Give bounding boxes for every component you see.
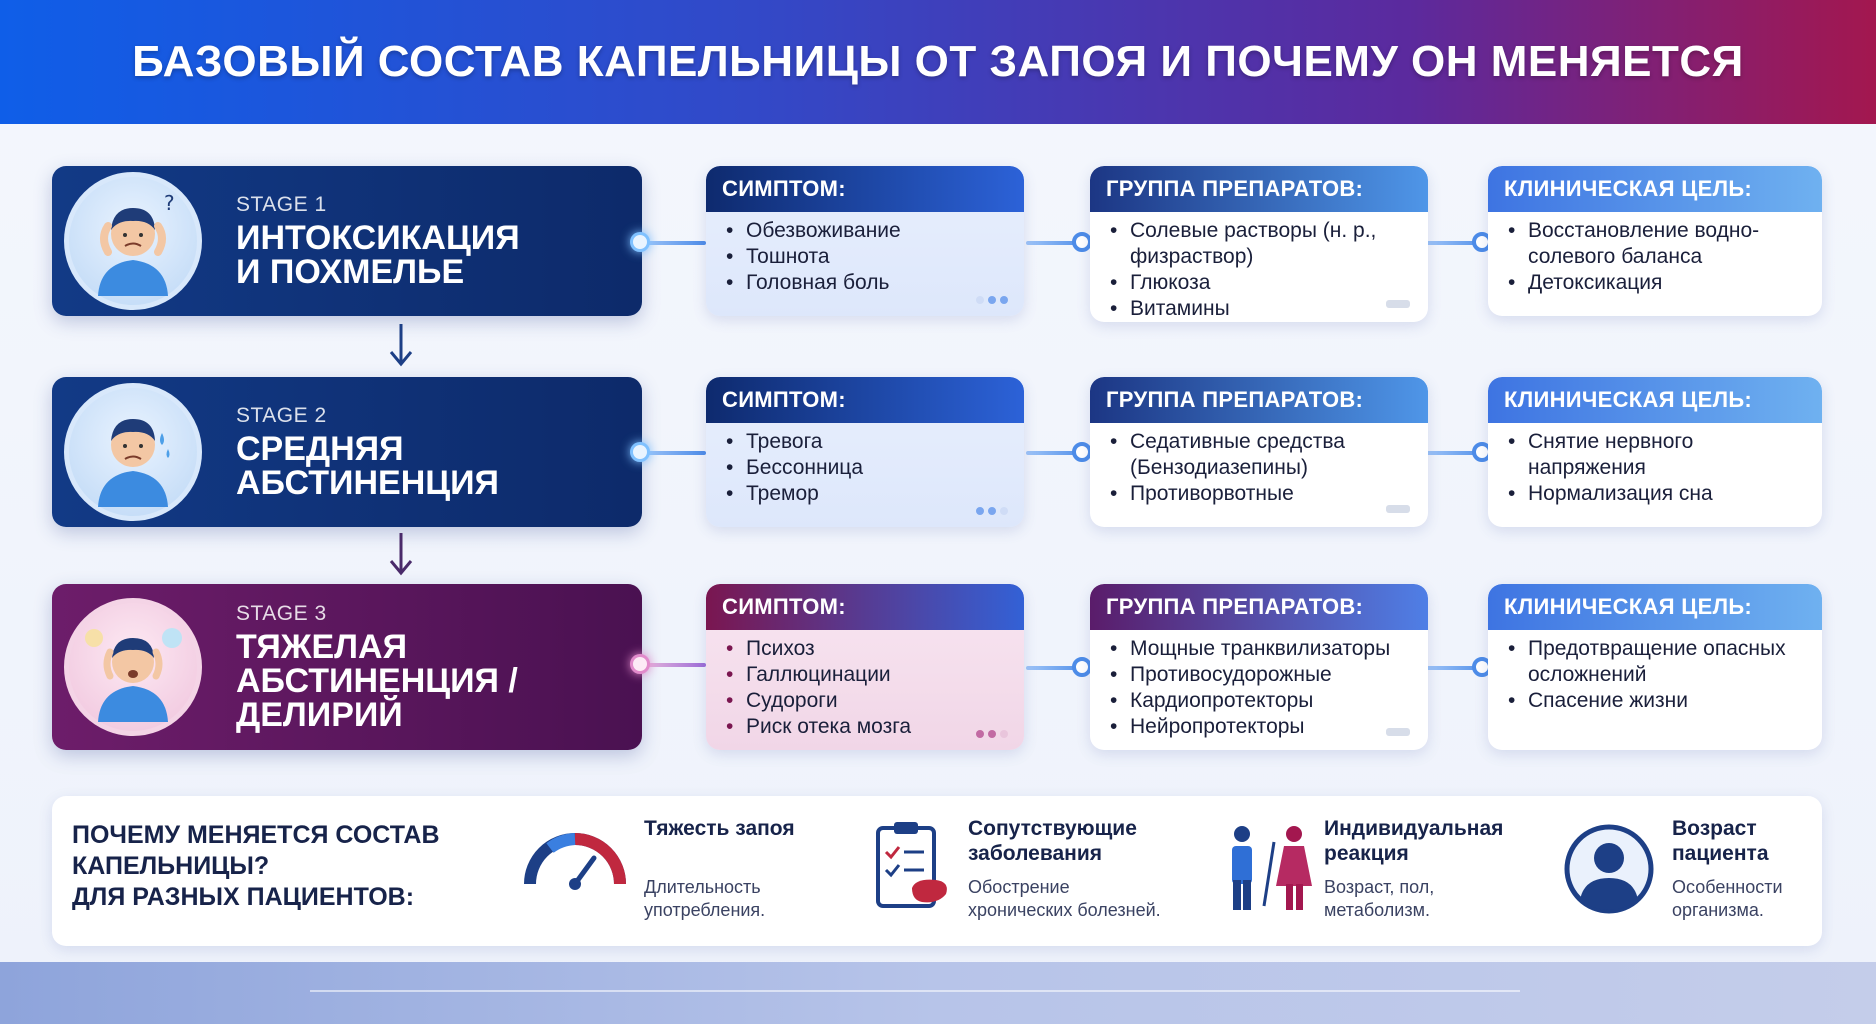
card-heading: СИМПТОМ: [706,166,1024,212]
list-item: • Тревога [726,429,1010,455]
goal-list [1488,212,1822,306]
drug-group-card [1090,166,1428,322]
card-heading: КЛИНИЧЕСКАЯ ЦЕЛЬ: [1488,584,1822,630]
list-item: • Нормализация сна [1508,481,1808,507]
card-heading: ГРУППА ПРЕПАРАТОВ: [1090,584,1428,630]
factor-desc: Обострение хронических болезней. [968,877,1161,920]
menu-bar-icon [1386,505,1410,513]
factor-desc: Возраст, пол, метаболизм. [1324,877,1435,920]
drug-group-card [1090,377,1428,527]
menu-bar-icon [1386,300,1410,308]
clinical-goal-card [1488,166,1822,316]
symptom-card [706,166,1024,316]
list-item: • Снятие нервного напряжения [1508,429,1808,481]
factor-age [1562,816,1783,922]
stressed-person-icon [64,172,202,310]
list-item: • Нейропротекторы [1110,714,1414,740]
down-arrow-icon [388,531,414,577]
drug-list [1090,212,1428,322]
delirium-person-icon [64,598,202,736]
stage-title: ИНТОКСИКАЦИЯ И ПОХМЕЛЬЕ [236,219,520,291]
user-profile-icon [1562,822,1656,916]
list-item: • Судороги [726,688,1010,714]
drug-list [1090,630,1428,750]
list-item: • Кардиопротекторы [1110,688,1414,714]
connector-line [642,663,706,667]
stage-title: СРЕДНЯЯ АБСТИНЕНЦИЯ [236,430,499,502]
list-item: • Психоз [726,636,1010,662]
connector-line [642,241,706,245]
list-item: • Галлюцинации [726,662,1010,688]
stage-number: STAGE 3 [236,602,327,625]
goal-list [1488,630,1822,724]
list-item: • Обезвоживание [726,218,1010,244]
connector-node [630,654,650,674]
factor-desc: Особенности организма. [1672,877,1783,920]
list-item: • Тремор [726,481,1010,507]
connector-line [642,451,706,455]
stage-2-card [52,377,642,527]
factor-desc: Длительность употребления. [644,877,766,920]
connector-node [1072,232,1092,252]
list-item: • Противорвотные [1110,481,1414,507]
stage-1-card [52,166,642,316]
anxious-person-icon [64,383,202,521]
list-item: • Глюкоза [1110,270,1414,296]
clinical-goal-card [1488,377,1822,527]
list-item: • Витамины [1110,296,1414,322]
clipboard-liver-icon [872,818,952,914]
dots-icon [976,296,1008,304]
list-item: • Седативные средства (Бензодиазепины) [1110,429,1414,481]
symptom-card [706,377,1024,527]
card-heading: КЛИНИЧЕСКАЯ ЦЕЛЬ: [1488,166,1822,212]
man-woman-icon [1220,822,1320,918]
card-heading: СИМПТОМ: [706,584,1024,630]
factor-individual [1220,816,1503,922]
list-item: • Детоксикация [1508,270,1808,296]
factor-title: Возраст пациента [1672,817,1769,865]
list-item: • Бессонница [726,455,1010,481]
card-heading: КЛИНИЧЕСКАЯ ЦЕЛЬ: [1488,377,1822,423]
gauge-icon [520,824,630,894]
svg-text:?: ? [164,191,175,215]
factor-severity [520,816,795,922]
factor-title: Тяжесть запоя [644,817,795,840]
menu-bar-icon [1386,728,1410,736]
list-item: • Спасение жизни [1508,688,1808,714]
factor-title: Сопутствующие заболевания [968,817,1137,865]
factor-title: Индивидуальная реакция [1324,817,1504,865]
factor-comorbidities [872,816,1161,922]
symptom-list [706,212,1024,306]
stage-title: ТЯЖЕЛАЯ АБСТИНЕНЦИЯ / ДЕЛИРИЙ [236,628,518,734]
goal-list [1488,423,1822,517]
dots-icon [976,730,1008,738]
page-title: БАЗОВЫЙ СОСТАВ КАПЕЛЬНИЦЫ ОТ ЗАПОЯ И ПОЧЕМУ ОН МЕНЯЕТСЯ [132,37,1744,86]
connector-node [630,442,650,462]
connector-node [630,232,650,252]
list-item: • Тошнота [726,244,1010,270]
drug-group-card [1090,584,1428,750]
dots-icon [976,507,1008,515]
footer-band [0,962,1876,1024]
why-panel [52,796,1822,946]
stage-number: STAGE 1 [236,193,327,216]
card-heading: ГРУППА ПРЕПАРАТОВ: [1090,166,1428,212]
list-item: • Восстановление водно-солевого баланса [1508,218,1808,270]
list-item: • Предотвращение опасных осложнений [1508,636,1808,688]
header-banner [0,0,1876,124]
stage-number: STAGE 2 [236,404,327,427]
drug-list [1090,423,1428,517]
list-item: • Риск отека мозга [726,714,1010,740]
connector-node [1072,442,1092,462]
symptom-card [706,584,1024,750]
stage-3-card [52,584,642,750]
list-item: • Головная боль [726,270,1010,296]
symptom-list [706,423,1024,517]
card-heading: СИМПТОМ: [706,377,1024,423]
footer-divider [310,990,1520,992]
down-arrow-icon [388,322,414,368]
list-item: • Солевые растворы (н. р., физраствор) [1110,218,1414,270]
card-heading: ГРУППА ПРЕПАРАТОВ: [1090,377,1428,423]
connector-node [1072,657,1092,677]
why-heading: ПОЧЕМУ МЕНЯЕТСЯ СОСТАВ КАПЕЛЬНИЦЫ? ДЛЯ РАЗНЫХ ПАЦИЕНТОВ: [72,821,440,911]
clinical-goal-card [1488,584,1822,750]
list-item: • Противосудорожные [1110,662,1414,688]
list-item: • Мощные транквилизаторы [1110,636,1414,662]
